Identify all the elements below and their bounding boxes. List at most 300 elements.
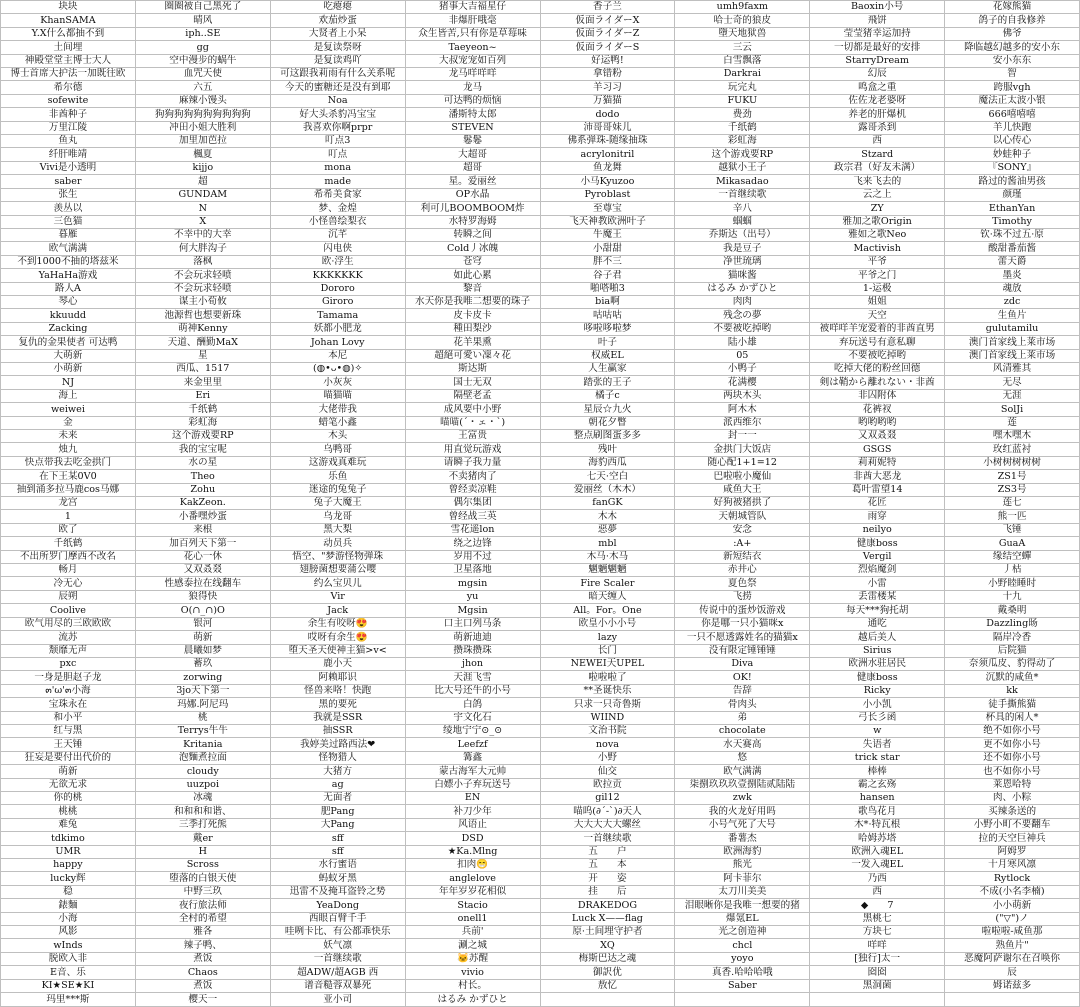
table-cell: 哇咧卡比、有公都乖快乐 xyxy=(270,926,405,939)
table-cell: N xyxy=(135,202,270,215)
table-cell: 叶子 xyxy=(540,336,675,349)
table-cell: 咕咕咕 xyxy=(540,309,675,322)
table-cell: 萌新迪迪 xyxy=(405,631,540,644)
table-cell: 喵猫喵 xyxy=(270,389,405,402)
table-cell: 十九 xyxy=(945,590,1080,603)
table-cell: 风语止 xyxy=(405,818,540,831)
table-cell: Kritania xyxy=(135,738,270,751)
table-cell: 姐姐 xyxy=(810,295,945,308)
table-cell: 沉芊 xyxy=(270,228,405,241)
table-cell: ZS1号 xyxy=(945,470,1080,483)
table-cell: 熊一匹 xyxy=(945,510,1080,523)
table-cell: 好大头杀豹冯宝宝 xyxy=(270,108,405,121)
table-cell: 白雪飘落 xyxy=(675,54,810,67)
table-cell: uuzpoi xyxy=(135,778,270,791)
table-cell: 玛里***斯 xyxy=(1,993,136,1007)
table-cell: STEVEN xyxy=(405,121,540,134)
table-cell: 不成(小名李楠) xyxy=(945,885,1080,898)
table-cell: 兵前' xyxy=(405,926,540,939)
table-cell: 墨炎 xyxy=(945,269,1080,282)
table-cell: 我的宝宝呢 xyxy=(135,443,270,456)
table-cell: 六五 xyxy=(135,81,270,94)
table-cell: 可达鸭的烦恼 xyxy=(405,94,540,107)
table-row xyxy=(1,631,1080,644)
table-cell: Jack xyxy=(270,604,405,617)
table-cell: 安小东东 xyxy=(945,54,1080,67)
table-row xyxy=(1,778,1080,791)
table-cell: 哈姆苏塔 xyxy=(810,832,945,845)
table-cell: 这游戏真难玩 xyxy=(270,456,405,469)
table-cell: 肥Pang xyxy=(270,805,405,818)
table-cell: 无涯 xyxy=(945,389,1080,402)
table-cell: 玩完丸 xyxy=(675,81,810,94)
table-cell: 鬈鬈 xyxy=(405,135,540,148)
table-cell: ("▽")ノ xyxy=(945,912,1080,925)
table-cell: 纤肝唯靖 xyxy=(1,148,136,161)
table-cell: 白嫖小子弃玩送号 xyxy=(405,778,540,791)
table-cell: 辰朔 xyxy=(1,590,136,603)
table-cell: Scross xyxy=(135,859,270,872)
table-cell: 希尔德 xyxy=(1,81,136,94)
table-cell: 歌鸟花月 xyxy=(810,805,945,818)
table-row xyxy=(1,135,1080,148)
table-cell: 十月寒风凛 xyxy=(945,859,1080,872)
table-cell: 星辰☆九火 xyxy=(540,403,675,416)
table-cell: 畅月 xyxy=(1,564,136,577)
table-cell: KKKKKKK xyxy=(270,269,405,282)
table-cell: 奈须瓜皮、豹得动了 xyxy=(945,657,1080,670)
table-cell: lucky辉 xyxy=(1,872,136,885)
table-cell: 也不如你小号 xyxy=(945,765,1080,778)
table-cell: Giroro xyxy=(270,295,405,308)
table-cell: 非酋大恶龙 xyxy=(810,470,945,483)
table-cell: 又双叒叕 xyxy=(810,430,945,443)
table-cell: made xyxy=(270,175,405,188)
table-cell: 陆小雄 xyxy=(675,336,810,349)
table-cell: 天朝城管队 xyxy=(675,510,810,523)
table-cell: 鸣盒之重 xyxy=(810,81,945,94)
table-cell: 鱼龙舞 xyxy=(540,161,675,174)
table-cell: 难兔 xyxy=(1,818,136,831)
table-cell: 666嘻嘻嘻 xyxy=(945,108,1080,121)
table-cell: 红与黑 xyxy=(1,724,136,737)
table-cell: 来金里里 xyxy=(135,376,270,389)
table-cell: 净世琉璃 xyxy=(675,255,810,268)
table-cell: 煮饭 xyxy=(135,952,270,965)
table-row xyxy=(1,121,1080,134)
table-cell: 天空 xyxy=(810,309,945,322)
table-cell: 暮雁 xyxy=(1,228,136,241)
table-cell: 彩虹海 xyxy=(135,416,270,429)
table-cell: 牛魔王 xyxy=(540,228,675,241)
table-cell: saber xyxy=(1,175,136,188)
table-cell: 动员兵 xyxy=(270,537,405,550)
table-cell: 一首继续歌 xyxy=(540,832,675,845)
table-cell: 鱼丸 xyxy=(1,135,136,148)
table-cell: 西 xyxy=(810,135,945,148)
table-cell: 梦、金煌 xyxy=(270,202,405,215)
table-cell: lazy xyxy=(540,631,675,644)
table-cell: 欧气满满 xyxy=(675,765,810,778)
table-row xyxy=(1,724,1080,737)
table-cell: 小号气死了大号 xyxy=(675,818,810,831)
table-cell: sff xyxy=(270,832,405,845)
table-cell: 猪事大吉福星仔 xyxy=(405,1,540,14)
table-cell: NEWEI天UPEL xyxy=(540,657,675,670)
table-row xyxy=(1,671,1080,684)
table-cell: 嘿木嘿木 xyxy=(945,430,1080,443)
table-cell: 希希美食家 xyxy=(270,188,405,201)
table-cell: 非囚附体 xyxy=(810,389,945,402)
table-cell: 羊习习 xyxy=(540,81,675,94)
table-cell: 冲田小姐大胜利 xyxy=(135,121,270,134)
table-cell: 空中漫步的蜗牛 xyxy=(135,54,270,67)
table-cell: 鹿小天 xyxy=(270,657,405,670)
table-cell: 好运鸭! xyxy=(540,54,675,67)
table-cell: 今天的蜜糖还是没有到耶 xyxy=(270,81,405,94)
table-row xyxy=(1,832,1080,845)
table-cell: 不要被吃掉哟 xyxy=(675,322,810,335)
table-cell: Cold丿冰魄 xyxy=(405,242,540,255)
table-cell: 龙马咩咩咩 xyxy=(405,68,540,81)
table-cell: 天道、酬勤MaX xyxy=(135,336,270,349)
table-cell: 蓄玖 xyxy=(135,657,270,670)
table-cell: 魂放 xyxy=(945,282,1080,295)
table-cell: 悠 xyxy=(675,751,810,764)
table-cell xyxy=(945,993,1080,1007)
table-cell: GUNDAM xyxy=(135,188,270,201)
table-cell: 开 姿 xyxy=(540,872,675,885)
table-cell: 蜡笔小鑫 xyxy=(270,416,405,429)
table-cell: ★Ka.Mlng xyxy=(405,845,540,858)
table-cell: 小鸭子 xyxy=(675,362,810,375)
table-cell: 雨穿 xyxy=(810,510,945,523)
table-cell: 是复读鸡吖 xyxy=(270,54,405,67)
table-cell: 传说中的蛋炒饭游戏 xyxy=(675,604,810,617)
table-cell: 羡丛以 xyxy=(1,202,136,215)
table-row xyxy=(1,550,1080,563)
table-row xyxy=(1,993,1080,1007)
table-cell: 降临越幻越多的安小东 xyxy=(945,41,1080,54)
table-cell: 骨肉头 xyxy=(675,698,810,711)
table-row xyxy=(1,872,1080,885)
table-cell: 肉、小粽 xyxy=(945,791,1080,804)
table-cell: Fire Scaler xyxy=(540,577,675,590)
table-cell: 蕾天爵 xyxy=(945,255,1080,268)
table-cell: 梅斯巴达之魂 xyxy=(540,952,675,965)
table-cell: FUKU xyxy=(675,94,810,107)
table-cell: yu xyxy=(405,590,540,603)
table-cell: Taeyeon~ xyxy=(405,41,540,54)
table-cell: 绕之边锋 xyxy=(405,537,540,550)
table-cell: 仮面ライダーZ xyxy=(540,27,675,40)
table-cell: 加里加芭拉 xyxy=(135,135,270,148)
table-cell: 莉莉妮特 xyxy=(810,456,945,469)
table-cell: 我是豆子 xyxy=(675,242,810,255)
table-cell: 通吃 xyxy=(810,617,945,630)
table-cell: 落枫 xyxy=(135,255,270,268)
table-cell: 性感泰拉在线翻车 xyxy=(135,577,270,590)
table-cell: 迷途的兔兔子 xyxy=(270,483,405,496)
table-cell: 欧气满满 xyxy=(1,242,136,255)
table-cell: 抽SSR xyxy=(270,724,405,737)
table-cell: sff xyxy=(270,845,405,858)
table-cell: 超 xyxy=(135,175,270,188)
table-cell: 囵囵 xyxy=(810,966,945,979)
table-cell: 长门 xyxy=(540,644,675,657)
table-cell: 佛系弹珠-随缘抽珠 xyxy=(540,135,675,148)
table-cell: 血咒天使 xyxy=(135,68,270,81)
table-cell: kijjo xyxy=(135,161,270,174)
table-cell: [独行]太一 xyxy=(810,952,945,965)
table-cell: 水特罗海姆 xyxy=(405,215,540,228)
table-cell: 岁用不过 xyxy=(405,550,540,563)
table-row xyxy=(1,979,1080,992)
table-cell: 我的火龙好用吗 xyxy=(675,805,810,818)
table-cell: 1 xyxy=(1,510,136,523)
table-row xyxy=(1,255,1080,268)
table-cell: 悟空、"梦游怪物弹珠 xyxy=(270,550,405,563)
table-row xyxy=(1,94,1080,107)
table-cell: 丢雷楼某 xyxy=(810,590,945,603)
table-cell: 黑的要死 xyxy=(270,698,405,711)
table-cell: 费劲 xyxy=(675,108,810,121)
table-cell: 又双叒叕 xyxy=(135,564,270,577)
table-cell: Timothy xyxy=(945,215,1080,228)
table-cell: 一发入魂EL xyxy=(810,859,945,872)
table-cell: 弟 xyxy=(675,711,810,724)
table-cell: StarryDream xyxy=(810,54,945,67)
table-cell: Darkrai xyxy=(675,68,810,81)
table-cell: 告辞 xyxy=(675,684,810,697)
table-cell: Y.X什么都抽不到 xyxy=(1,27,136,40)
table-cell: 封一一 xyxy=(675,430,810,443)
table-row xyxy=(1,470,1080,483)
table-cell: 你是哪一只小猫咪x xyxy=(675,617,810,630)
table-cell: 扣肉😁 xyxy=(405,859,540,872)
table-cell: 路过的酱油男孩 xyxy=(945,175,1080,188)
table-row xyxy=(1,376,1080,389)
table-cell: 仮面ライダーS xyxy=(540,41,675,54)
table-cell: gulutamilu xyxy=(945,322,1080,335)
table-cell: 乃西 xyxy=(810,872,945,885)
table-cell: 绫地宁宁⊙_⊙ xyxy=(405,724,540,737)
table-cell: 如此心累 xyxy=(405,269,540,282)
table-cell: 潘斯特太郎 xyxy=(405,108,540,121)
table-cell: vivio xyxy=(405,966,540,979)
table-row xyxy=(1,818,1080,831)
table-row xyxy=(1,1,1080,14)
table-cell: 花匠 xyxy=(810,497,945,510)
table-cell: 胖不三 xyxy=(540,255,675,268)
table-cell: Zohu xyxy=(135,483,270,496)
table-cell: 小灰灰 xyxy=(270,376,405,389)
table-cell: 稳 xyxy=(1,885,136,898)
table-cell: yoyo xyxy=(675,952,810,965)
table-row xyxy=(1,644,1080,657)
table-cell: 每天***狗托胡 xyxy=(810,604,945,617)
table-cell: 平爷 xyxy=(810,255,945,268)
table-cell xyxy=(810,993,945,1007)
table-cell: UMR xyxy=(1,845,136,858)
table-cell: 拉的天空巨神兵 xyxy=(945,832,1080,845)
table-cell: 泪眼晰你是我唯一想要的猪 xyxy=(675,899,810,912)
table-cell: 雅各 xyxy=(135,926,270,939)
table-cell: E音、乐 xyxy=(1,966,136,979)
table-cell: 徒手撕熊猫 xyxy=(945,698,1080,711)
table-cell: 一身是胆赵子龙 xyxy=(1,671,136,684)
table-row xyxy=(1,456,1080,469)
table-cell: 飞来飞去的 xyxy=(810,175,945,188)
table-cell: 欧洲海豹 xyxy=(675,845,810,858)
table-cell: 王富贵 xyxy=(405,430,540,443)
table-cell: 买辣条送的 xyxy=(945,805,1080,818)
table-cell: 阿卡菲尔 xyxy=(675,872,810,885)
table-cell: 露哥杀到 xyxy=(810,121,945,134)
table-row xyxy=(1,161,1080,174)
table-cell: 攒珠攒珠 xyxy=(405,644,540,657)
table-cell: 来根 xyxy=(135,523,270,536)
table-cell: SolJi xyxy=(945,403,1080,416)
table-cell: 黑大梨 xyxy=(270,523,405,536)
table-cell: 海豹西瓜 xyxy=(540,456,675,469)
table-cell: 狼得快 xyxy=(135,590,270,603)
table-cell: 夏色祭 xyxy=(675,577,810,590)
table-cell: 爱丽丝（木木） xyxy=(540,483,675,496)
table-cell: 三色猫 xyxy=(1,215,136,228)
table-cell: weiwei xyxy=(1,403,136,416)
table-cell: 绝不如你小号 xyxy=(945,724,1080,737)
table-cell: DSD xyxy=(405,832,540,845)
table-cell: 村长。 xyxy=(405,979,540,992)
table-cell: 阿木木 xyxy=(675,403,810,416)
table-cell: 乔斯达（出号） xyxy=(675,228,810,241)
table-row xyxy=(1,349,1080,362)
table-cell: 原·土间埋守护者 xyxy=(540,926,675,939)
table-cell: 补刀少年 xyxy=(405,805,540,818)
table-cell: 欧气用尽的三欧欧欧 xyxy=(1,617,136,630)
table-row xyxy=(1,322,1080,335)
table-cell: zdc xyxy=(945,295,1080,308)
table-cell: 仮面ライダーX xyxy=(540,14,675,27)
table-row xyxy=(1,939,1080,952)
table-cell: ZY xyxy=(810,202,945,215)
table-cell: Vivi是小透明 xyxy=(1,161,136,174)
table-cell: 亚小司 xyxy=(270,993,405,1007)
table-cell: Stacio xyxy=(405,899,540,912)
table-cell: 残叶 xyxy=(540,443,675,456)
table-cell: 蒙古海军大元帅 xyxy=(405,765,540,778)
table-cell: 沛哥哥妹儿 xyxy=(540,121,675,134)
table-cell: 莱恩哈特 xyxy=(945,778,1080,791)
table-cell: 樱天一 xyxy=(135,993,270,1007)
table-cell: 王天锤 xyxy=(1,738,136,751)
table-cell: 魔法正太波小银 xyxy=(945,94,1080,107)
table-cell: trick star xyxy=(810,751,945,764)
table-cell: 沉默的咸鱼* xyxy=(945,671,1080,684)
table-cell: 楓夏 xyxy=(135,148,270,161)
table-cell: GuaA xyxy=(945,537,1080,550)
table-cell: 哈士奇的狼皮 xyxy=(675,14,810,27)
table-cell: 国士无双 xyxy=(405,376,540,389)
table-cell: 隔壁老孟 xyxy=(405,389,540,402)
table-cell: 健康boss xyxy=(810,671,945,684)
table-cell: 飞天神教欧洲叶子 xyxy=(540,215,675,228)
table-cell: 土间埋 xyxy=(1,41,136,54)
table-row xyxy=(1,242,1080,255)
table-cell: onell1 xyxy=(405,912,540,925)
table-cell: 千纸鹤 xyxy=(135,403,270,416)
table-cell: 好狗被猪拱了 xyxy=(675,497,810,510)
table-cell: Sirius xyxy=(810,644,945,657)
table-cell: WIIND xyxy=(540,711,675,724)
table-cell: 葛叶雷望14 xyxy=(810,483,945,496)
table-cell: 不会玩求轻喷 xyxy=(135,269,270,282)
table-cell: 健康boss xyxy=(810,537,945,550)
table-row xyxy=(1,590,1080,603)
table-cell: 乐鱼 xyxy=(270,470,405,483)
table-cell: neilyo xyxy=(810,523,945,536)
table-cell: iph..SE xyxy=(135,27,270,40)
table-cell: Johan Lovy xyxy=(270,336,405,349)
table-cell: fanGK xyxy=(540,497,675,510)
table-cell: 西瓜、1517 xyxy=(135,362,270,375)
table-row xyxy=(1,443,1080,456)
table-cell: 哆啦哆啦梦 xyxy=(540,322,675,335)
table-cell: :A+ xyxy=(675,537,810,550)
table-cell: 赤井心 xyxy=(675,564,810,577)
table-cell: O(∩_∩)O xyxy=(135,604,270,617)
table-cell: 权威EL xyxy=(540,349,675,362)
table-cell: 泡麵煮拉面 xyxy=(135,751,270,764)
table-cell: 飞锤 xyxy=(945,523,1080,536)
table-cell: 吃瘪瘪 xyxy=(270,1,405,14)
table-cell: 众生皆苦,只有你是草莓味 xyxy=(405,27,540,40)
table-cell: OK! xyxy=(675,671,810,684)
table-cell: 失语者 xyxy=(810,738,945,751)
table-cell: 小甜甜 xyxy=(540,242,675,255)
table-cell: 佐佐龙老婆呀 xyxy=(810,94,945,107)
table-row xyxy=(1,202,1080,215)
table-cell: 莲 xyxy=(945,416,1080,429)
table-cell: 不要被吃掉哟 xyxy=(810,349,945,362)
table-cell: 小树树树树树 xyxy=(945,456,1080,469)
table-cell: 宇文化石 xyxy=(405,711,540,724)
table-cell: 弓长彡函 xyxy=(810,711,945,724)
table-cell: EthanYan xyxy=(945,202,1080,215)
table-cell: 在下王某0V0 xyxy=(1,470,136,483)
table-cell: kk xyxy=(945,684,1080,697)
table-cell: 太刀川美美 xyxy=(675,885,810,898)
table-cell: 颜瑾 xyxy=(945,188,1080,201)
table-cell: 随心配1+1=12 xyxy=(675,456,810,469)
table-row xyxy=(1,389,1080,402)
table-cell: 钦·珠不过五·原 xyxy=(945,228,1080,241)
table-cell: 1-运极 xyxy=(810,282,945,295)
table-cell: Mikasadao xyxy=(675,175,810,188)
table-cell: 大Pang xyxy=(270,818,405,831)
table-cell: 星。爱丽丝 xyxy=(405,175,540,188)
table-cell: 番薯杰 xyxy=(675,832,810,845)
table-cell: 挂 后 xyxy=(540,885,675,898)
table-cell: 雅加之歌Origin xyxy=(810,215,945,228)
table-cell: 『SONY』 xyxy=(945,161,1080,174)
table-cell: 羊儿快跑 xyxy=(945,121,1080,134)
table-cell: 快点带我去吃金拱门 xyxy=(1,456,136,469)
table-cell: anglelove xyxy=(405,872,540,885)
table-cell: 鸽子的自我修养 xyxy=(945,14,1080,27)
table-cell: 银河 xyxy=(135,617,270,630)
